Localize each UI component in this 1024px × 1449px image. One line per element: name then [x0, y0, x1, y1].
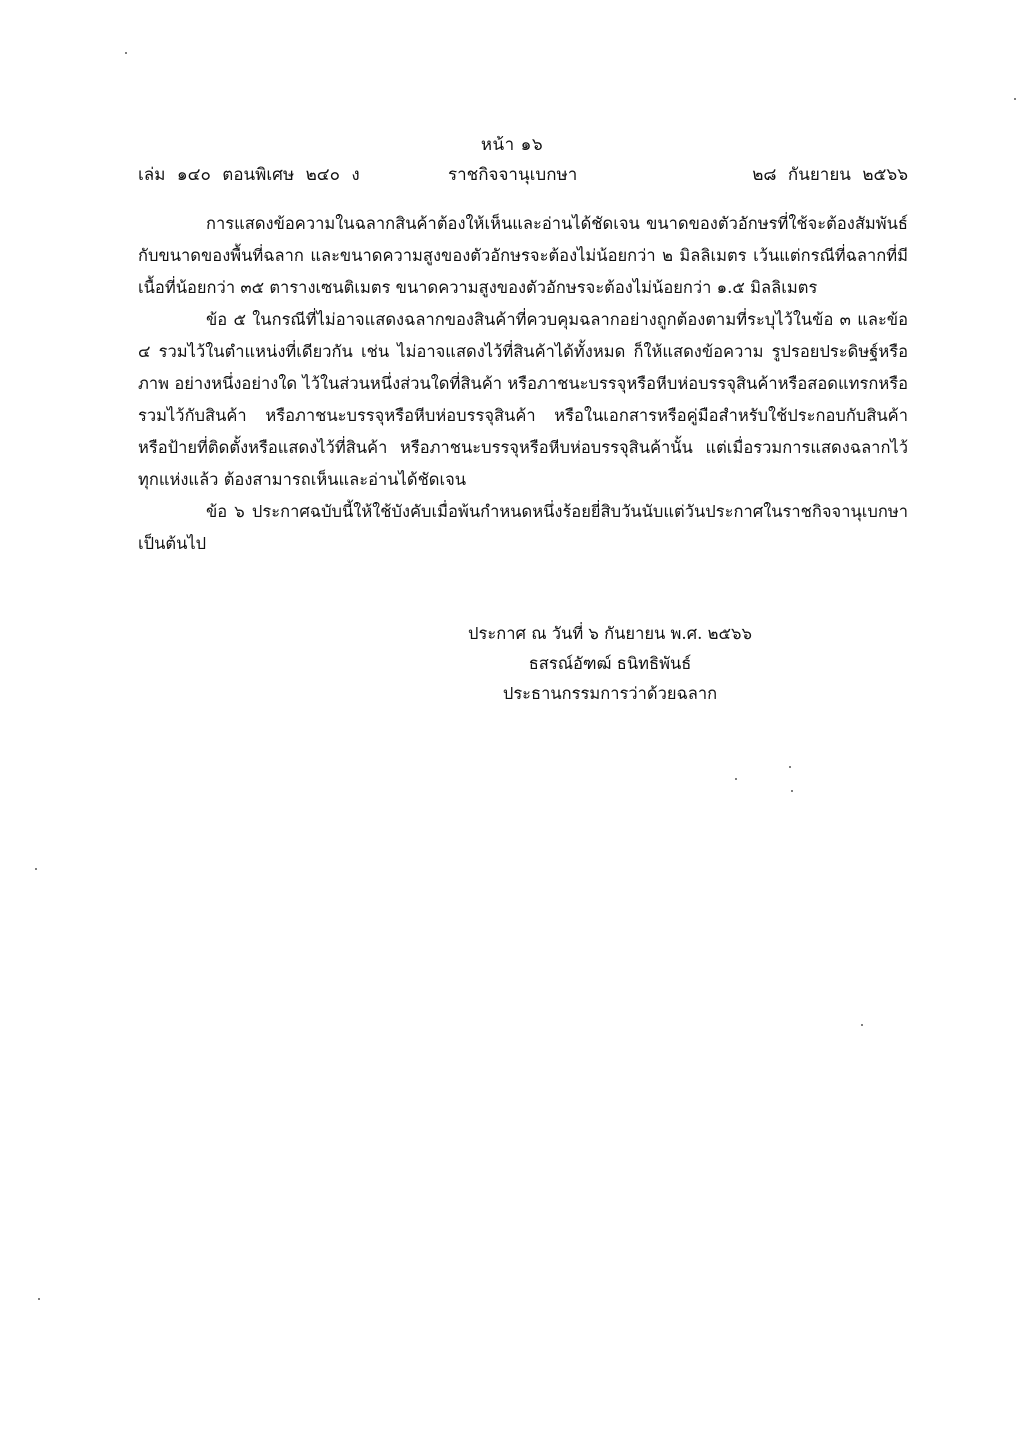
- scan-speck: [38, 1298, 40, 1300]
- paragraph-label-text-size: การแสดงข้อความในฉลากสินค้าต้องให้เห็นและอ่านได้ชัดเจน ขนาดของตัวอักษรที่ใช้จะต้องสัมพันธ์กับขนาดของพื้นที่ฉลาก และขนาดความสูงของตัวอักษรจะต้องไม่น้อยกว่า ๒ มิลลิเมตร เว้นแต่กรณีที่ฉลากที่มีเนื้อที่น้อยกว่า ๓๕ ตารางเซนติเมตร ขนาดความสูงของตัวอักษรจะต้องไม่น้อยกว่า ๑.๕ มิลลิเมตร: [138, 214, 908, 297]
- scan-speck: [861, 1024, 863, 1026]
- signatory-title: ประธานกรรมการว่าด้วยฉลาก: [502, 684, 718, 703]
- document-body: [138, 208, 908, 560]
- scan-speck: [789, 766, 791, 768]
- gazette-header: [138, 161, 908, 187]
- paragraph-clause-5: ข้อ ๕ ในกรณีที่ไม่อาจแสดงฉลากของสินค้าที่ควบคุมฉลากอย่างถูกต้องตามที่ระบุไว้ในข้อ ๓ และข้อ ๔ รวมไว้ในตำแหน่งที่เดียวกัน เช่น ไม่อาจแสดงไว้ที่สินค้าได้ทั้งหมด ก็ให้แสดงข้อความ รูปรอยประดิษฐ์หรือภาพ อย่างหนึ่งอย่างใด ไว้ในส่วนหนึ่งส่วนใดที่สินค้า หรือภาชนะบรรจุหรือหีบห่อบรรจุสินค้าหรือสอดแทรกหรือรวมไว้กับสินค้า หรือภาชนะบรรจุหรือหีบห่อบรรจุสินค้า หรือในเอกสารหรือคู่มือสำหรับใช้ประกอบกับสินค้า หรือป้ายที่ติดตั้งหรือแสดงไว้ที่สินค้า หรือภาชนะบรรจุหรือหีบห่อบรรจุสินค้านั้น แต่เมื่อรวมการแสดงฉลากไว้ทุกแห่งแล้ว ต้องสามารถเห็นและอ่านได้ชัดเจน: [138, 310, 908, 489]
- paragraph-clause-6: ข้อ ๖ ประกาศฉบับนี้ให้ใช้บังคับเมื่อพ้นกำหนดหนึ่งร้อยยี่สิบวันนับแต่วันประกาศในราชกิจจานุเบกษาเป็นต้นไป: [138, 502, 908, 553]
- scan-speck: [35, 868, 37, 870]
- announcement-date: ประกาศ ณ วันที่ ๖ กันยายน พ.ศ. ๒๕๖๖: [468, 624, 752, 643]
- signature-block: [380, 619, 840, 709]
- issue-date: ๒๘ กันยายน ๒๕๖๖: [752, 165, 908, 185]
- scan-speck: [735, 778, 737, 780]
- signatory-name: ธสรณ์อัฑฒ์ ธนิทธิพันธ์: [528, 654, 692, 673]
- scan-speck: [791, 790, 793, 792]
- page-number: หน้า ๑๖: [480, 135, 544, 155]
- scan-speck: [1014, 98, 1016, 100]
- gazette-name: ราชกิจจานุเบกษา: [448, 165, 578, 185]
- volume-info: เล่ม ๑๔๐ ตอนพิเศษ ๒๔๐ ง: [138, 165, 360, 185]
- scan-speck: [125, 52, 127, 54]
